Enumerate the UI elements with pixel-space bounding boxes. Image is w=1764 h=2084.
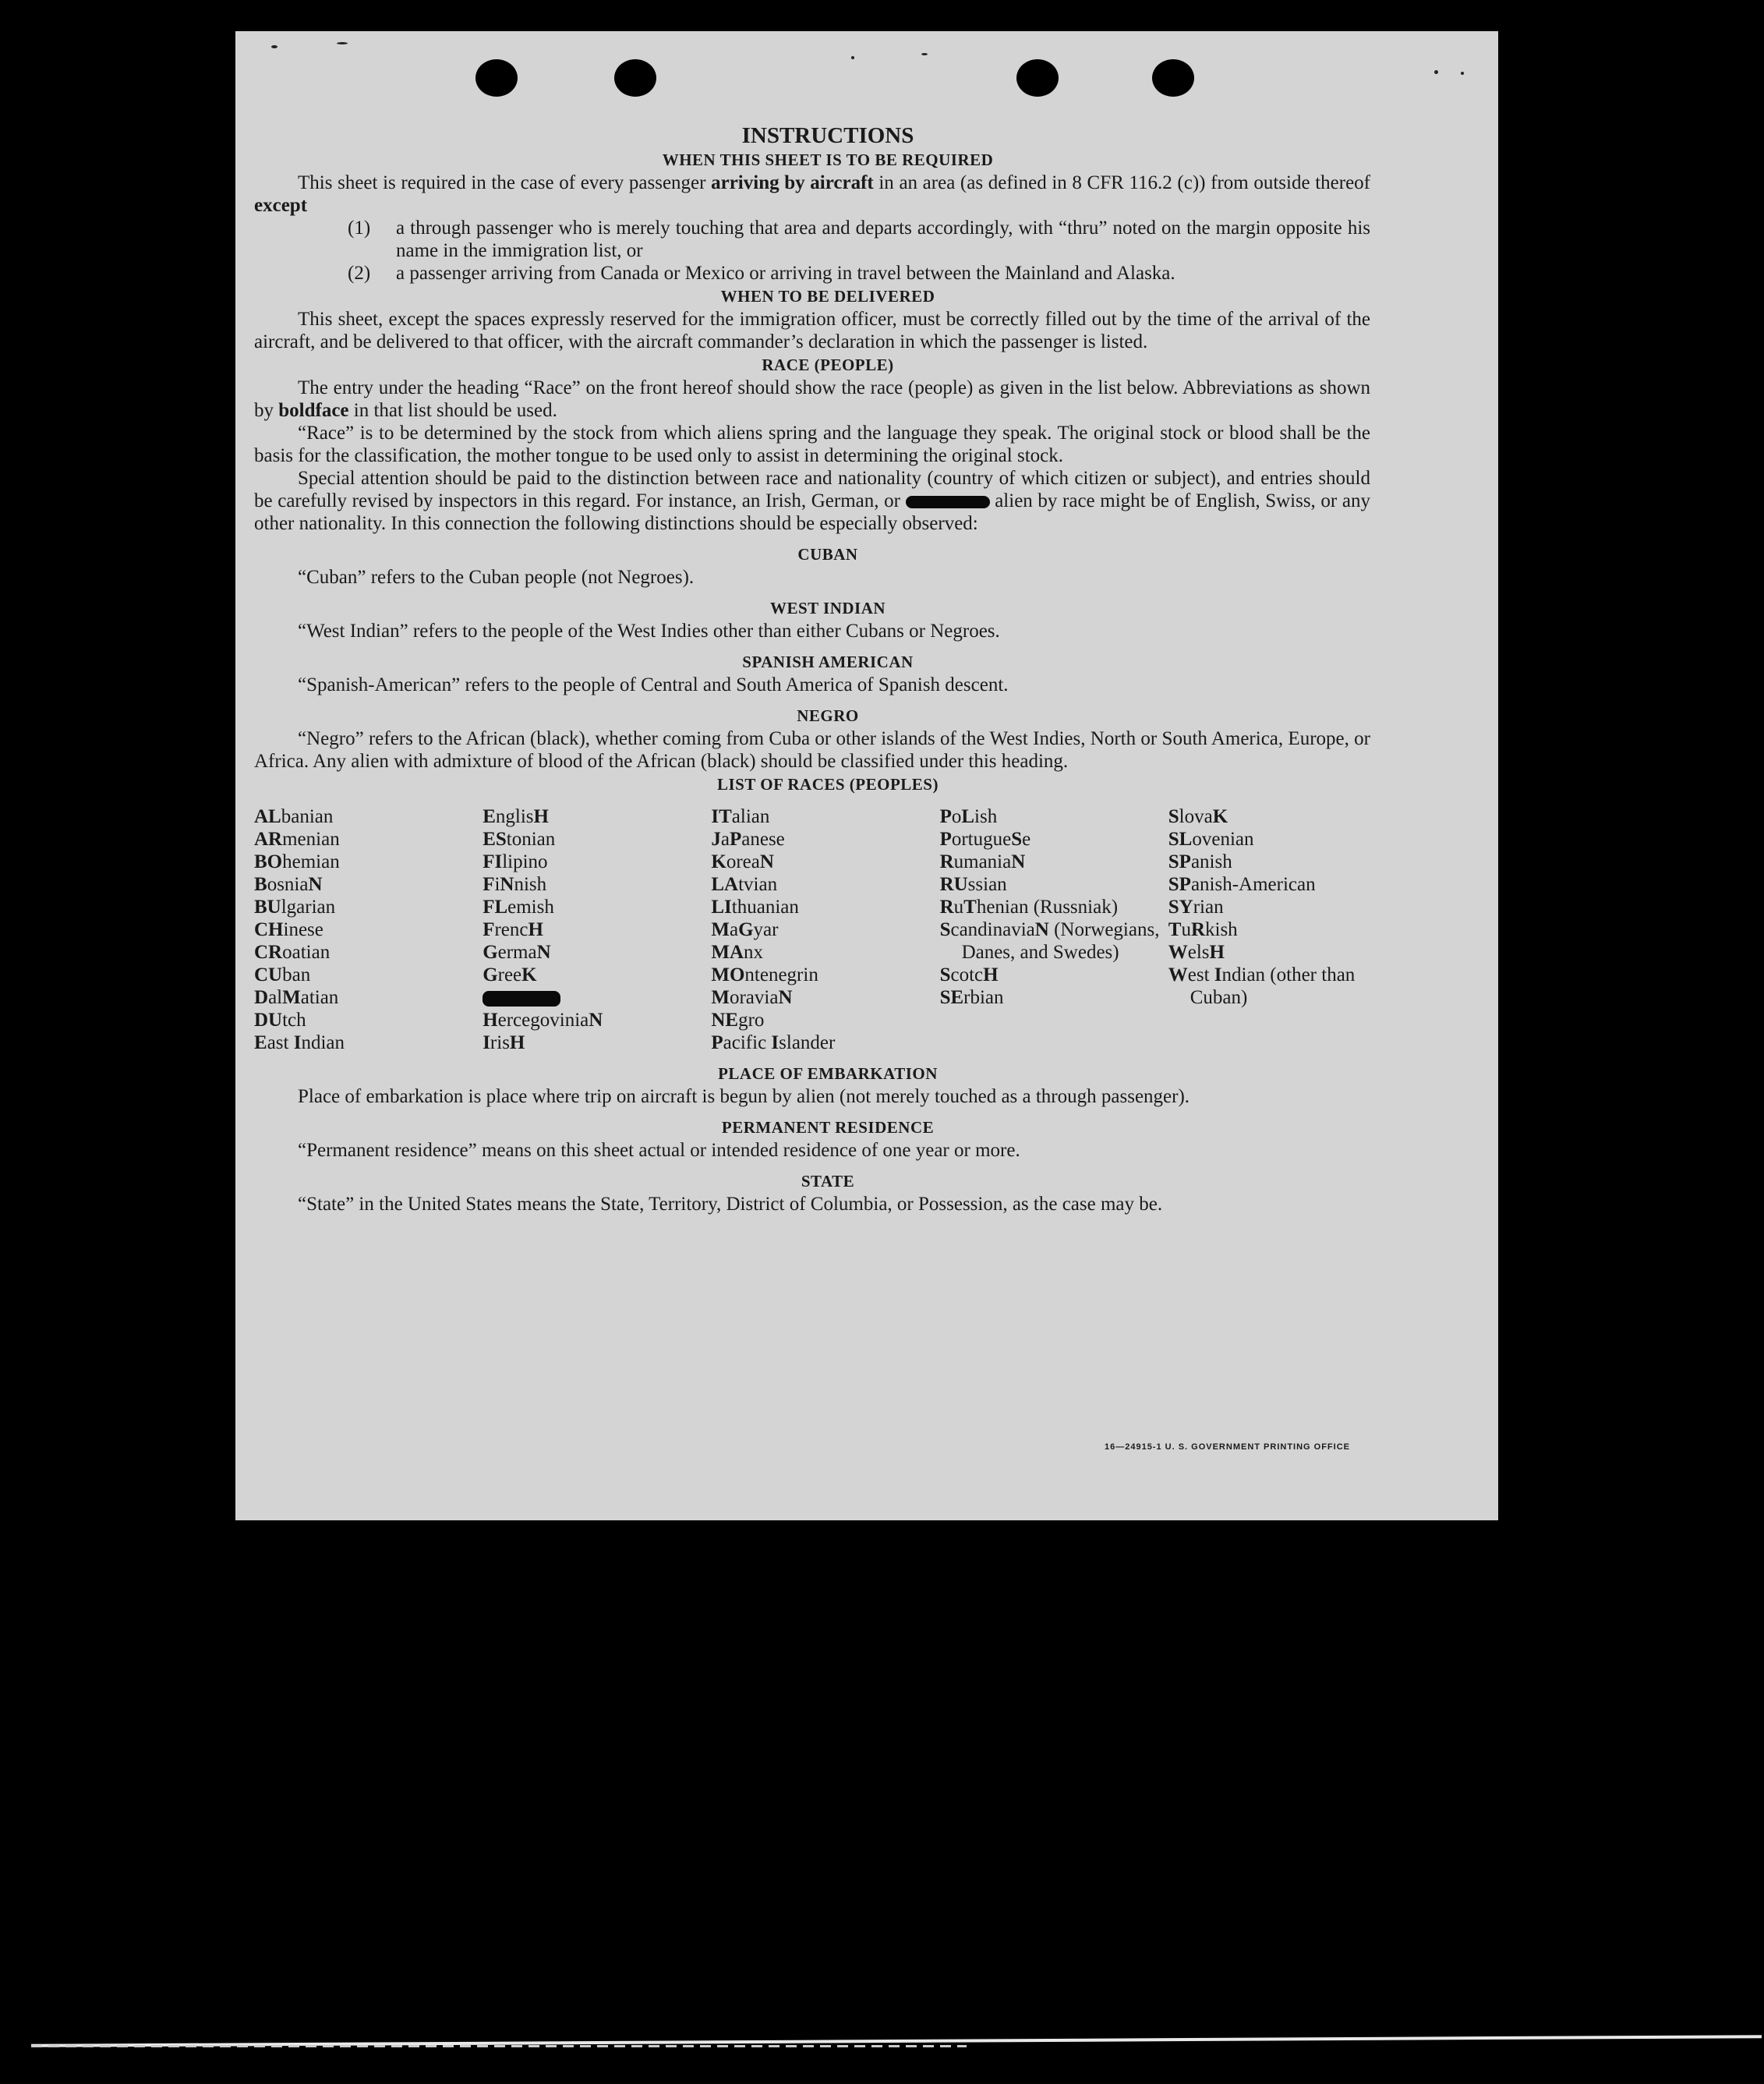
dust-speck [1434, 70, 1438, 74]
race-entry: MOntenegrin [711, 964, 818, 985]
race-entry: FLemish [483, 897, 554, 918]
exception-item [254, 217, 1370, 262]
race-entry: ARmenian [254, 829, 340, 850]
race-entry: SYrian [1168, 897, 1224, 918]
section-heading-residence: PERMANENT RESIDENCE [721, 1118, 935, 1137]
race-entry: GreeK [483, 964, 537, 985]
embarkation-text: Place of embarkation is place where trip on aircraft is begun by alien (not merely touched as a through passenger). [298, 1086, 1190, 1107]
spanish-american-text: “Spanish-American” refers to the people of Central and South America of Spanish descent. [298, 674, 1009, 695]
residence-text: “Permanent residence” means on this sheet actual or intended residence of one year or more. [298, 1140, 1020, 1161]
exception-text: a through passenger who is merely touching that area and departs accordingly, with “thru” noted on the margin opposite his name in the immigration list, or [396, 218, 1370, 261]
race-column [1168, 805, 1370, 1054]
race-entry: IrisH [483, 1032, 525, 1053]
race-paragraph: Special attention should be paid to the distinction between race and nationality (country of which citizen or subject), and entries should be carefully revised by inspectors in this regard. For instance, an Irish, German, or alien by race might be of English, Swiss, or any other nationality. In this connection the following distinctions should be especially observed: [254, 468, 1370, 534]
race-entry: MAnx [711, 942, 764, 963]
when-delivered-text: This sheet, except the spaces expressly reserved for the immigration officer, must be correctly filled out by the time of the arrival of the aircraft, and be delivered to that officer, with the aircraft commander’s declaration in which the passenger is listed. [254, 309, 1370, 352]
dust-speck [337, 42, 348, 44]
exception-item [254, 262, 1370, 285]
race-entry: MoraviaN [711, 987, 793, 1008]
race-entry: KoreaN [711, 851, 774, 872]
race-entry: RumaniaN [939, 851, 1026, 872]
race-entry: BUlgarian [254, 897, 336, 918]
race-entry: LAtvian [711, 874, 778, 895]
race-entry: JaPanese [711, 829, 785, 850]
race-entry: FIlipino [483, 851, 548, 872]
race-entry: GermaN [483, 942, 551, 963]
cuban-text: “Cuban” refers to the Cuban people (not Negroes). [298, 567, 695, 588]
section-heading-cuban: CUBAN [797, 545, 858, 564]
race-entry: LIthuanian [711, 897, 799, 918]
exception-text: a passenger arriving from Canada or Mexico or arriving in travel between the Mainland and Alaska. [396, 263, 1175, 284]
race-entry: ScotcH [939, 964, 999, 985]
race-entry: MaGyar [711, 919, 779, 940]
section-heading-state: STATE [801, 1172, 855, 1191]
race-entry: PortugueSe [939, 829, 1031, 850]
printing-office-footer: 16—24915-1 U. S. GOVERNMENT PRINTING OFFICE [1104, 1442, 1350, 1452]
race-entry: SPanish-American [1168, 874, 1316, 895]
form-sheet [235, 31, 1498, 1520]
race-entry: PoLish [939, 806, 998, 827]
section-heading-negro: NEGRO [797, 706, 859, 725]
race-entry: CRoatian [254, 942, 331, 963]
section-heading-race-list: LIST OF RACES (PEOPLES) [717, 775, 939, 794]
race-entry: CUban [254, 964, 311, 985]
race-entry: WelsH [1168, 942, 1225, 963]
race-entry: RuThenian (Russniak) [939, 897, 1119, 918]
race-entry: ScandinaviaN (Norwegians, Danes, and Swedes) [939, 919, 1160, 963]
race-column [254, 805, 483, 1054]
race-entry: SlovaK [1168, 806, 1228, 827]
race-entry: ITalian [711, 806, 770, 827]
race-entry: EnglisH [483, 806, 549, 827]
race-entry: FrencH [483, 919, 543, 940]
race-entry: BOhemian [254, 851, 340, 872]
punch-hole [614, 59, 656, 97]
race-paragraph: “Race” is to be determined by the stock from which aliens spring and the language they speak. The original stock or blood shall be the basis for the classification, the mother tongue to be used only to assist in determining the original stock. [254, 423, 1370, 466]
race-entry: West Indian (other than Cuban) [1168, 964, 1356, 1008]
race-entry: SPanish [1168, 851, 1232, 872]
punch-hole [1152, 59, 1194, 97]
section-heading-race: RACE (PEOPLE) [762, 356, 894, 374]
dust-speck [851, 56, 854, 59]
race-entry: TuRkish [1168, 919, 1238, 940]
section-heading-west-indian: WEST INDIAN [769, 599, 886, 617]
race-paragraph: The entry under the heading “Race” on the front hereof should show the race (people) as given in the list below. Abbreviations as shown by boldface in that list should be used. [254, 377, 1370, 421]
race-entry: DUtch [254, 1010, 306, 1031]
exception-number: (1) [348, 218, 371, 239]
when-required-text: This sheet is required in the case of every passenger arriving by aircraft in an area (as defined in 8 CFR 116.2 (c)) from outside thereof except [254, 172, 1371, 216]
race-entry: Pacific Islander [711, 1032, 836, 1053]
redaction-mark [483, 991, 560, 1007]
state-text: “State” in the United States means the State, Territory, District of Columbia, or Possession, as the case may be. [298, 1194, 1163, 1215]
dust-speck [271, 45, 278, 48]
race-entry: HercegoviniaN [483, 1010, 603, 1031]
negro-text: “Negro” refers to the African (black), whether coming from Cuba or other islands of the West Indies, North or South America, Europe, or Africa. Any alien with admixture of blood of the African (black) should be classified under this heading. [254, 728, 1370, 772]
punch-hole [1016, 59, 1059, 97]
race-entry: NEgro [711, 1010, 765, 1031]
race-entry: ALbanian [254, 806, 334, 827]
section-heading-spanish-american: SPANISH AMERICAN [742, 653, 914, 671]
race-column [483, 805, 711, 1054]
section-heading-when-required: WHEN THIS SHEET IS TO BE REQUIRED [662, 150, 994, 169]
instructions-content [254, 123, 1370, 1215]
race-entry: CHinese [254, 919, 323, 940]
race-entry [483, 986, 711, 1009]
race-entry: SLovenian [1168, 829, 1254, 850]
race-list [254, 805, 1370, 1054]
race-entry: RUssian [939, 874, 1007, 895]
race-entry: East Indian [254, 1032, 345, 1053]
scan-edge-dashes [31, 2045, 967, 2047]
dust-speck [921, 53, 928, 55]
race-entry: BosniaN [254, 874, 323, 895]
section-heading-when-delivered: WHEN TO BE DELIVERED [720, 287, 935, 306]
race-entry: SErbian [939, 987, 1004, 1008]
west-indian-text: “West Indian” refers to the people of the West Indies other than either Cubans or Negroes. [298, 621, 1000, 642]
section-heading-embarkation: PLACE OF EMBARKATION [718, 1064, 938, 1083]
page-title: INSTRUCTIONS [741, 123, 914, 148]
punch-hole [475, 59, 518, 97]
race-entry: EStonian [483, 829, 556, 850]
race-entry: DalMatian [254, 987, 339, 1008]
race-entry: FiNnish [483, 874, 547, 895]
exception-number: (2) [348, 263, 371, 284]
race-column [711, 805, 939, 1054]
redaction-mark [906, 496, 990, 508]
race-column [940, 805, 1168, 1054]
dust-speck [1461, 72, 1464, 75]
